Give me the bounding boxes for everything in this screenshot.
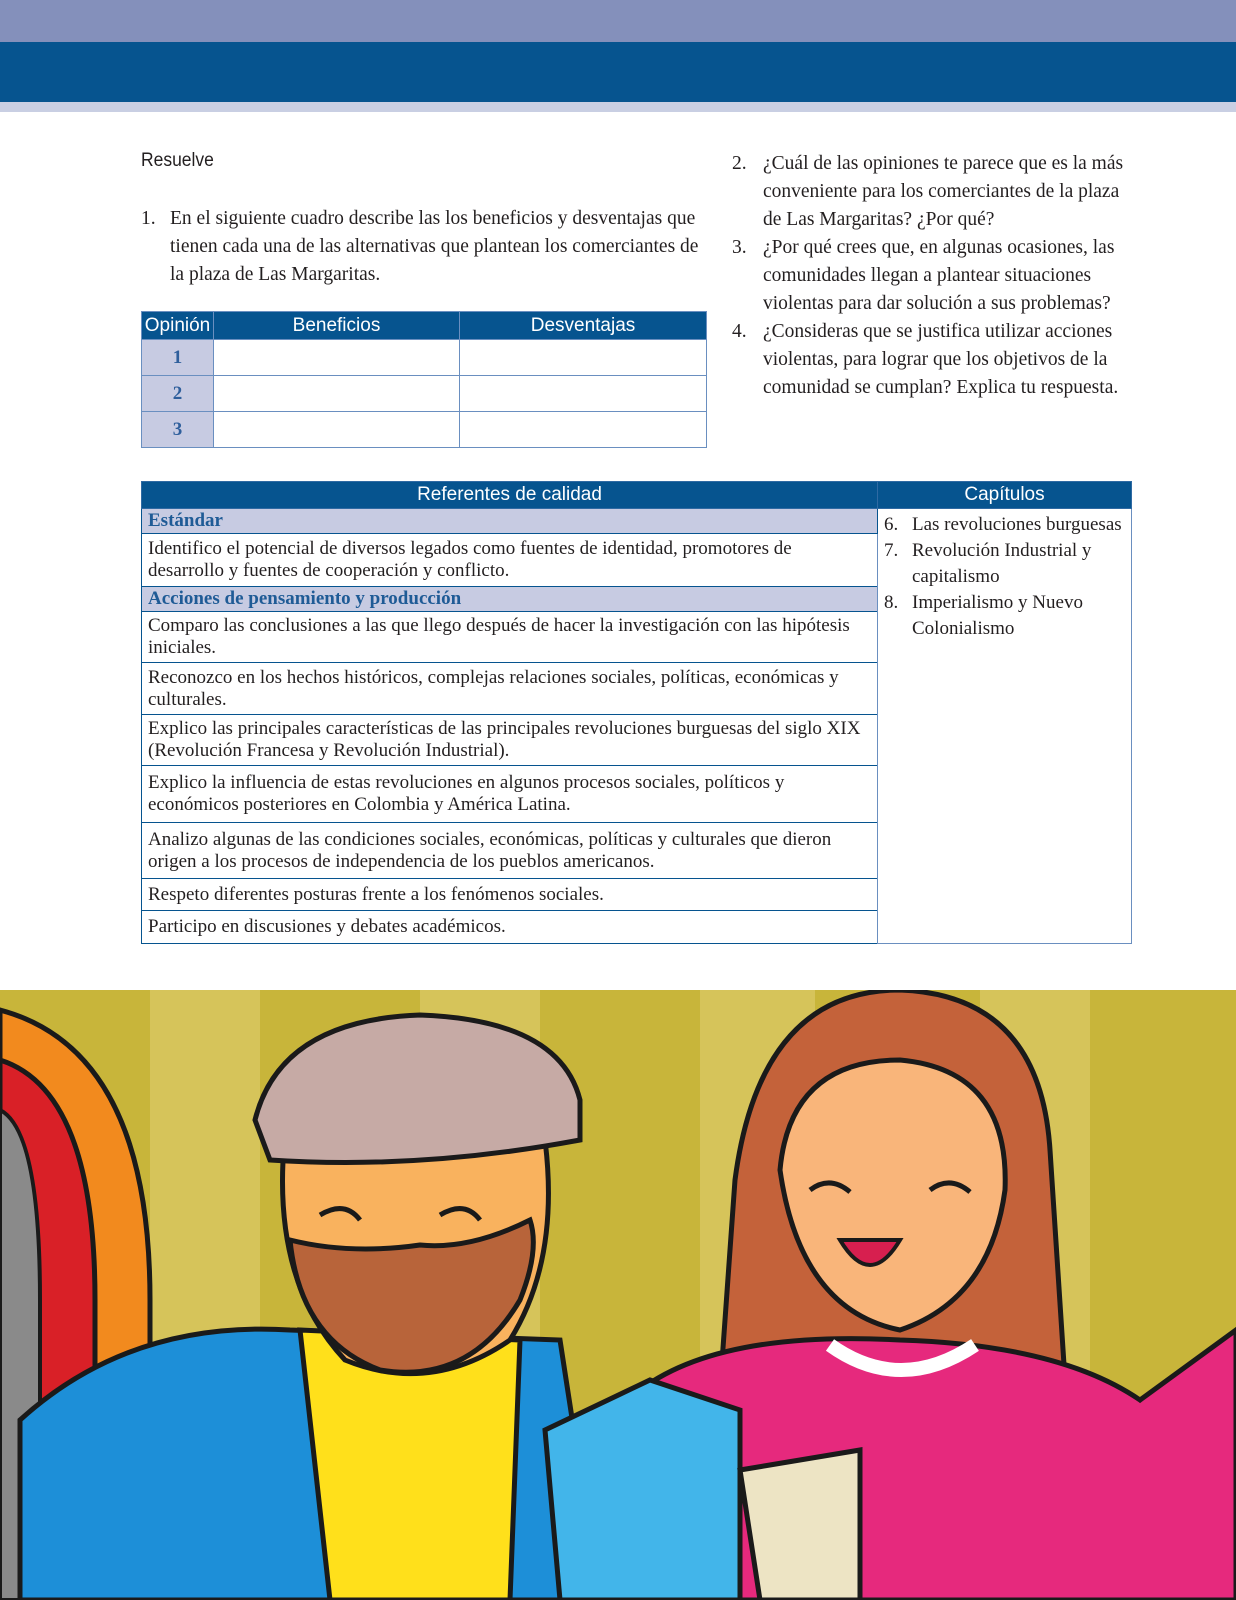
question-text: En el siguiente cuadro describe las los beneficios y desventajas que tienen cada una de las alternativas que plantean los comerciantes de la plaza de Las Margaritas. bbox=[170, 208, 699, 285]
question-number: 1. bbox=[141, 208, 156, 229]
col-header-opinion: Opinión bbox=[142, 312, 214, 340]
action-item: Comparo las conclusiones a las que llego después de hacer la investigación con las hipótesis iniciales. bbox=[142, 612, 878, 663]
desventajas-cell[interactable] bbox=[460, 376, 707, 412]
question-2 bbox=[732, 150, 1132, 234]
chapter-title: Las revoluciones burguesas bbox=[912, 514, 1122, 535]
chapter-title: Imperialismo y Nuevo Colonialismo bbox=[912, 592, 1083, 639]
section-heading: Resuelve bbox=[141, 150, 214, 171]
question-text: ¿Cuál de las opiniones te parece que es la más conveniente para los comerciantes de la plaza de Las Margaritas? ¿Por qué? bbox=[763, 153, 1124, 230]
beneficios-cell[interactable] bbox=[214, 376, 460, 412]
col-header-beneficios: Beneficios bbox=[214, 312, 460, 340]
action-item: Participo en discusiones y debates académicos. bbox=[142, 911, 878, 944]
question-text: ¿Por qué crees que, en algunas ocasiones, las comunidades llegan a plantear situaciones violentas para dar solución a sus problemas? bbox=[763, 237, 1115, 314]
desventajas-cell[interactable] bbox=[460, 340, 707, 376]
chapter-number: 8. bbox=[884, 592, 899, 613]
header-capitulos: Capítulos bbox=[878, 482, 1132, 509]
question-text: ¿Consideras que se justifica utilizar acciones violentas, para lograr que los objetivos de la comunidad se cumplan? Explica tu respuesta. bbox=[763, 321, 1119, 398]
question-number: 2. bbox=[732, 153, 747, 174]
chapter-item bbox=[884, 538, 1125, 590]
standard-text: Identifico el potencial de diversos legados como fuentes de identidad, promotores de desarrollo y fuentes de cooperación y conflicto. bbox=[142, 534, 878, 587]
question-number: 3. bbox=[732, 237, 747, 258]
row-number: 2 bbox=[142, 376, 214, 412]
col-header-desventajas: Desventajas bbox=[460, 312, 707, 340]
question-1 bbox=[141, 205, 711, 289]
opinion-table bbox=[141, 311, 707, 448]
question-list bbox=[732, 150, 1132, 402]
chapter-number: 6. bbox=[884, 514, 899, 535]
standard-label: Estándar bbox=[142, 509, 878, 534]
row-number: 3 bbox=[142, 412, 214, 448]
question-3 bbox=[732, 234, 1132, 318]
question-number: 4. bbox=[732, 321, 747, 342]
table-row bbox=[142, 376, 707, 412]
header-band-shadow bbox=[0, 102, 1236, 112]
chapter-item bbox=[884, 512, 1125, 538]
market-vendors-illustration bbox=[0, 990, 1236, 1600]
action-item: Explico la influencia de estas revoluciones en algunos procesos sociales, políticos y económicos posteriores en Colombia y América Latina. bbox=[142, 766, 878, 823]
chapters-cell bbox=[878, 509, 1132, 944]
header-band bbox=[0, 42, 1236, 102]
quality-table bbox=[141, 481, 1132, 944]
actions-label: Acciones de pensamiento y producción bbox=[142, 587, 878, 612]
chapter-item bbox=[884, 590, 1125, 642]
action-item: Analizo algunas de las condiciones sociales, económicas, políticas y culturales que dieron origen a los procesos de independencia de los pueblos americanos. bbox=[142, 823, 878, 879]
desventajas-cell[interactable] bbox=[460, 412, 707, 448]
action-item: Respeto diferentes posturas frente a los fenómenos sociales. bbox=[142, 879, 878, 911]
row-number: 1 bbox=[142, 340, 214, 376]
question-4 bbox=[732, 318, 1132, 402]
chapter-number: 7. bbox=[884, 540, 899, 561]
table-row bbox=[142, 340, 707, 376]
action-item: Reconozco en los hechos históricos, complejas relaciones sociales, políticas, económicas y culturales. bbox=[142, 663, 878, 715]
chapter-title: Revolución Industrial y capitalismo bbox=[912, 540, 1092, 587]
beneficios-cell[interactable] bbox=[214, 340, 460, 376]
header-band-light bbox=[0, 0, 1236, 42]
action-item: Explico las principales características de las principales revoluciones burguesas del siglo XIX (Revolución Francesa y Revolución Industrial). bbox=[142, 715, 878, 766]
beneficios-cell[interactable] bbox=[214, 412, 460, 448]
table-row bbox=[142, 412, 707, 448]
header-referentes: Referentes de calidad bbox=[142, 482, 878, 509]
